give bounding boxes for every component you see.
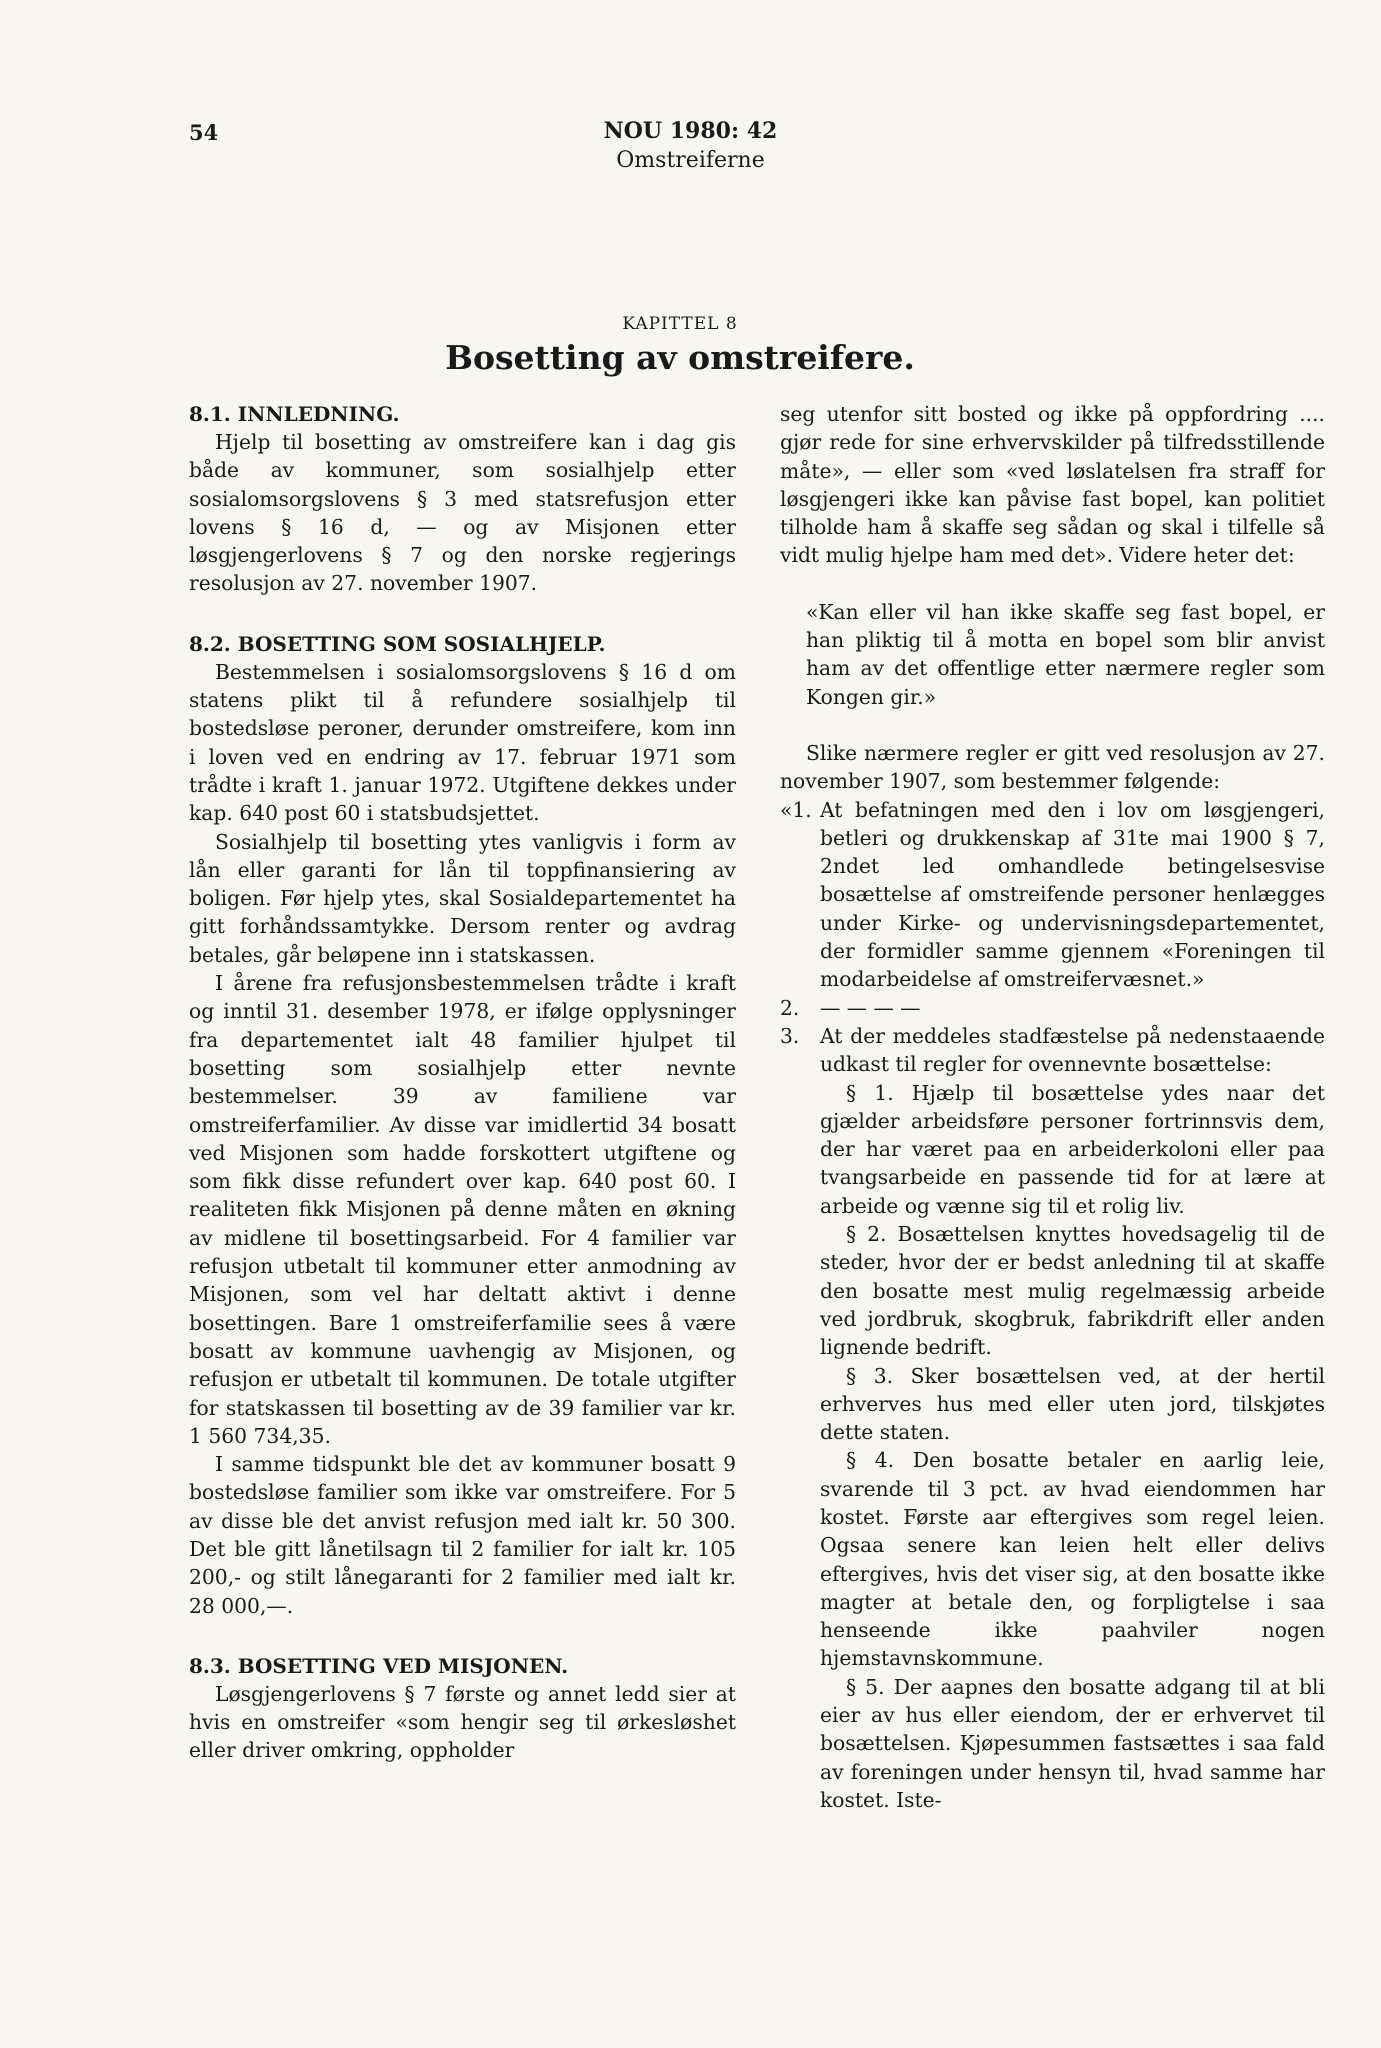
list-number: 2. bbox=[780, 995, 800, 1020]
list-number: «1. bbox=[780, 797, 812, 822]
paragraph: Slike nærmere regler er gitt ved resolusjon av 27. november 1907, som bestemmer følgende: bbox=[780, 740, 1325, 794]
list-item bbox=[780, 1022, 1325, 1079]
rule-paragraph: § 2. Bosættelsen knyttes hovedsagelig til de steder, hvor der er bedst anledning til at skaffe den bosatte mest mulig regelmæssig arbeide ved jordbruk, skogbruk, fabrikdrift eller anden lignende bedrift. bbox=[820, 1222, 1325, 1360]
list-text: At befatningen med den i lov om løsgjengeri, betleri og drukkenskap af 31te mai 1900 § 7, 2ndet led omhandlede betingelsesvise bosættelse af omstreifende personer henlægges under Kirke- og undervisningsdepartementet, der formidler samme gjennem «Foreningen til modarbeidelse af omstreifervæsnet.» bbox=[820, 797, 1325, 992]
paragraph: Bestemmelsen i sosialomsorgslovens § 16 d om statens plikt til å refundere sosialhjelp til bostedsløse peroner, derunder omstreifere, kom inn i loven ved en endring av 17. februar 1971 som trådte i kraft 1. januar 1972. Utgiftene dekkes under kap. 640 post 60 i statsbudsjettet. bbox=[189, 659, 736, 826]
report-id: NOU 1980: 42 bbox=[603, 118, 778, 144]
paragraph: seg utenfor sitt bosted og ikke på oppfordring .... gjør rede for sine erhvervskilder på tilfredsstillende måte», — eller som «ved løslatelsen fra straff for løsgjengeri ikke kan påvise fast bopel, kan politiet tilholde ham å skaffe seg sådan og skal i tilfelle så vidt mulig hjelpe ham med det». Videre heter det: bbox=[780, 402, 1325, 568]
section-heading-8-3: 8.3. BOSETTING VED MISJONEN. bbox=[189, 1653, 569, 1678]
section-heading-8-2: 8.2. BOSETTING SOM SOSIALHJELP. bbox=[189, 631, 606, 656]
running-head bbox=[0, 118, 1381, 173]
section-heading-8-1: 8.1. INNLEDNING. bbox=[189, 402, 400, 426]
block-quote: «Kan eller vil han ikke skaffe seg fast bopel, er han pliktig til å motta en bopel som blir anvist ham av det offentlige etter nærmere regler som Kongen gir.» bbox=[806, 599, 1325, 709]
chapter-title: Bosetting av omstreifere. bbox=[445, 338, 915, 377]
resolution-list bbox=[780, 796, 1325, 1079]
rule-paragraph: § 5. Der aapnes den bosatte adgang til at bli eier av hus eller eiendom, der er erhvervet til bosættelsen. Kjøpesummen fastsættes i saa fald av foreningen under hensyn til, hvad samme har kostet. Iste- bbox=[820, 1674, 1325, 1812]
left-column bbox=[189, 400, 736, 1765]
list-text: At der meddeles stadfæstelse på nedenstaaende udkast til regler for ovennevnte bosættelse: bbox=[820, 1023, 1325, 1077]
report-subtitle: Omstreiferne bbox=[616, 148, 765, 173]
paragraph: I årene fra refusjonsbestemmelsen trådte i kraft og inntil 31. desember 1978, er ifølge opplysninger fra departementet ialt 48 familier hjulpet til bosetting som sosialhjelp etter nevnte bestemmelser. 39 av familiene var omstreiferfamilier. Av disse var imidlertid 34 bosatt ved Misjonen som hadde forskottert utgiftene og som fikk disse refundert over kap. 640 post 60. I realiteten fikk Misjonen på denne måten en økning av midlene til bosettingsarbeid. For 4 familier var refusjon utbetalt til kommuner etter anmodning av Misjonen, som vel har deltatt aktivt i denne bosettingen. Bare 1 omstreiferfamilie sees å være bosatt av kommune uavhengig av Misjonen, og refusjon er utbetalt til kommunen. De totale utgifter for statskassen til bosetting av de 39 familier var kr. 1 560 734,35. bbox=[189, 971, 736, 1448]
rule-paragraph: § 1. Hjælp til bosættelse ydes naar det gjælder arbeidsføre personer fortrinnsvis dem, der har været paa en arbeiderkoloni eller paa tvangsarbeide en passende tid for at lære at arbeide og vænne sig til et rolig liv. bbox=[820, 1080, 1325, 1218]
rule-paragraph: § 3. Sker bosættelsen ved, at der hertil erhverves hus med eller uten jord, tilskjøtes dette staten. bbox=[820, 1363, 1325, 1445]
page-number: 54 bbox=[189, 120, 219, 145]
right-column bbox=[780, 400, 1325, 1814]
paragraph: Sosialhjelp til bosetting ytes vanligvis i form av lån eller garanti for lån til toppfinansiering av boligen. Før hjelp ytes, skal Sosialdepartementet ha gitt forhåndssamtykke. Dersom renter og avdrag betales, går beløpene inn i statskassen. bbox=[189, 829, 736, 967]
rule-paragraph: § 4. Den bosatte betaler en aarlig leie, svarende til 3 pct. av hvad eiendommen har kostet. Første aar eftergives som regel leien. Ogsaa senere kan leien helt eller delivs eftergives, hvis det viser sig, at den bosatte ikke magter at betale den, og forpligtelse i saa henseende ikke paahviler nogen hjemstavnskommune. bbox=[820, 1448, 1325, 1671]
list-item bbox=[780, 796, 1325, 994]
list-text: — — — — bbox=[820, 995, 921, 1020]
paragraph: Løsgjengerlovens § 7 første og annet ledd sier at hvis en omstreifer «som hengir seg til ørkesløshet eller driver omkring, oppholder bbox=[189, 1681, 736, 1763]
paragraph: Hjelp til bosetting av omstreifere kan i dag gis både av kommuner, som sosialhjelp etter sosialomsorgslovens § 3 med statsrefusjon etter lovens § 16 d, — og av Misjonen etter løsgjengerlovens § 7 og den norske regjerings resolusjon av 27. november 1907. bbox=[189, 430, 736, 596]
paragraph: I samme tidspunkt ble det av kommuner bosatt 9 bostedsløse familier som ikke var omstreifere. For 5 av disse ble det anvist refusjon med ialt kr. 50 300. Det ble gitt lånetilsagn til 2 familier for ialt kr. 105 200,- og stilt lånegaranti for 2 familier med ialt kr. 28 000,—. bbox=[189, 1452, 736, 1618]
list-item bbox=[780, 994, 1325, 1022]
chapter-label: KAPITTEL 8 bbox=[622, 314, 738, 334]
list-number: 3. bbox=[780, 1023, 800, 1048]
